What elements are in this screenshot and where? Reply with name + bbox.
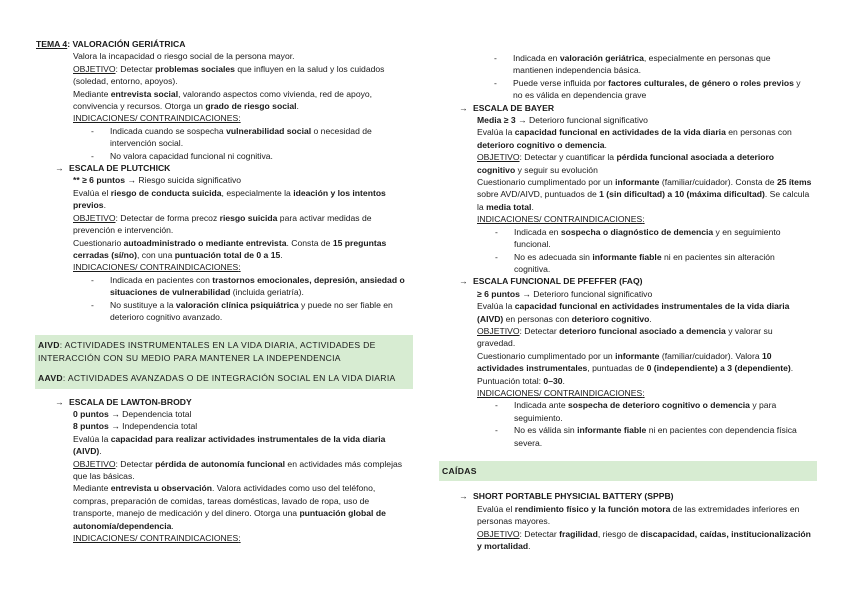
- scale-heading-sppb: → SHORT PORTABLE PHYSICIAL BATTERY (SPPB): [459, 491, 674, 502]
- aivd-banner: AIVD: ACTIVIDADES INSTRUMENTALES EN LA VIDA DIARIA, ACTIVIDADES DE INTERACCIÓN CON SU MEDIO PARA MANTENER LA INDEPENDENCIA: [35, 335, 413, 368]
- list-item: - No es válida sin informante fiable ni en pacientes con dependencia física severa.: [440, 424, 812, 449]
- section-heading: TEMA 4: VALORACIÓN GERIÁTRICA: [36, 39, 186, 49]
- arrow-icon: →: [55, 396, 64, 407]
- evaluation-text: Evalúa la capacidad funcional en actividades instrumentales de la vida diaria (AIVD) en personas con deterioro cognitivo.: [477, 301, 790, 324]
- method-text: Mediante entrevista u observación. Valora actividades como uso del teléfono, compras, preparación de comidas, tareas domésticas, lavado de ropa, uso de transporte, manejo de medicación y del dinero. Otorga una puntuación global de autonomía/dependencia.: [73, 483, 386, 531]
- list-item: - Puede verse influida por factores culturales, de género o roles previos y no es válida en dependencia grave: [440, 77, 812, 102]
- list-item: - Indicada ante sospecha de deterioro cognitivo o demencia y para seguimiento.: [440, 399, 812, 424]
- score-line: ** ≥ 6 puntos → Riesgo suicida significativo: [73, 175, 242, 186]
- evaluation-text: Evalúa la capacidad para realizar actividades instrumentales de la vida diaria (AIVD).: [73, 433, 386, 457]
- list-item: - Indicada en sospecha o diagnóstico de demencia y en seguimiento funcional.: [440, 226, 812, 251]
- objective-text: OBJETIVO: Detectar y cuantificar la pérdida funcional asociada a deterioro cognitivo y seguir su evolución: [477, 152, 775, 175]
- objective-text: OBJETIVO: Detectar de forma precoz riesgo suicida para activar medidas de prevención e intervención.: [73, 212, 372, 236]
- questionnaire-text: Cuestionario autoadministrado o mediante entrevista. Consta de 15 preguntas cerradas (sí/no), con una puntuación total de 0 a 15.: [73, 237, 387, 260]
- indications-label: INDICACIONES/ CONTRAINDICACIONES:: [477, 387, 645, 398]
- scale-heading-lawton: → ESCALA DE LAWTON-BRODY: [55, 396, 192, 407]
- evaluation-text: Evalúa la capacidad funcional en actividades de la vida diaria en personas con deterioro cognitivo o demencia.: [477, 127, 792, 150]
- list-item: - Indicada en pacientes con trastornos emocionales, depresión, ansiedad o situaciones de vulnerabilidad (incluida geriatría).: [36, 274, 410, 299]
- questionnaire-text: Cuestionario cumplimentado por un informante (familiar/cuidador). Consta de 25 ítems sobre AVD/AIVD, puntuados de 1 (sin dificultad) a 10 (máxima dificultad). Se calcula la media total.: [477, 177, 812, 212]
- intro-text: Valora la incapacidad o riesgo social de la persona mayor.: [73, 51, 295, 62]
- objective-text: OBJETIVO: Detectar pérdida de autonomía funcional en actividades más complejas que las básicas.: [73, 458, 403, 481]
- aavd-banner: AAVD: ACTIVIDADES AVANZADAS O DE INTEGRACIÓN SOCIAL EN LA VIDA DIARIA: [35, 368, 413, 388]
- caidas-banner: CAÍDAS: [439, 461, 817, 481]
- indications-label: INDICACIONES/ CONTRAINDICACIONES:: [73, 113, 241, 124]
- evaluation-text: Evalúa el riesgo de conducta suicida, especialmente la ideación y los intentos previos.: [73, 187, 386, 211]
- list-item: - No es adecuada sin informante fiable ni en pacientes sin alteración cognitiva.: [440, 251, 812, 276]
- questionnaire-text: Cuestionario cumplimentado por un informante (familiar/cuidador). Valora 10 actividades instrumentales, puntuadas de 0 (independiente) a 3 (dependiente). Puntuación total: 0–30.: [477, 350, 794, 386]
- indications-label: INDICACIONES/ CONTRAINDICACIONES:: [477, 214, 645, 225]
- score-line: Media ≥ 3 → Deterioro funcional significativo: [477, 115, 648, 126]
- objective-text: OBJETIVO: Detectar fragilidad, riesgo de discapacidad, caídas, institucionalización y mortalidad.: [477, 528, 811, 552]
- arrow-icon: →: [55, 163, 64, 174]
- objective-text: OBJETIVO: Detectar problemas sociales que influyen en la salud y los cuidados (soledad, entorno, apoyos).: [73, 63, 385, 87]
- arrow-icon: →: [459, 491, 468, 502]
- scale-heading-bayer: → ESCALA DE BAYER: [459, 102, 555, 113]
- indications-label: INDICACIONES/ CONTRAINDICACIONES:: [73, 262, 241, 273]
- objective-text: OBJETIVO: Detectar deterioro funcional asociado a demencia y valorar su gravedad.: [477, 325, 773, 349]
- evaluation-text: Evalúa el rendimiento físico y la función motora de las extremidades inferiores en personas mayores.: [477, 503, 800, 527]
- scale-heading-pfeffer: → ESCALA FUNCIONAL DE PFEFFER (FAQ): [459, 276, 643, 287]
- score-line: 0 puntos → Dependencia total: [73, 408, 192, 419]
- list-item: - No sustituye a la valoración clínica psiquiátrica y puede no ser fiable en deterioro cognitivo avanzado.: [36, 299, 410, 324]
- indications-label: INDICACIONES/ CONTRAINDICACIONES:: [73, 533, 241, 544]
- method-text: Mediante entrevista social, valorando aspectos como vivienda, red de apoyo, convivencia y recursos. Otorga un grado de riesgo social.: [73, 88, 373, 112]
- list-item: - Indicada cuando se sospecha vulnerabilidad social o necesidad de intervención social.: [36, 125, 410, 150]
- scale-heading-plutchik: → ESCALA DE PLUTCHICK: [55, 163, 171, 174]
- arrow-icon: →: [459, 276, 468, 287]
- left-column: [36, 38, 410, 544]
- list-item: - Indicada en valoración geriátrica, especialmente en personas que mantienen independencia básica.: [440, 52, 812, 77]
- score-line: ≥ 6 puntos → Deterioro funcional significativo: [477, 288, 653, 299]
- list-item: - No valora capacidad funcional ni cognitiva.: [36, 150, 410, 162]
- score-line: 8 puntos → Independencia total: [73, 421, 198, 432]
- right-column: [440, 52, 812, 552]
- arrow-icon: →: [459, 102, 468, 113]
